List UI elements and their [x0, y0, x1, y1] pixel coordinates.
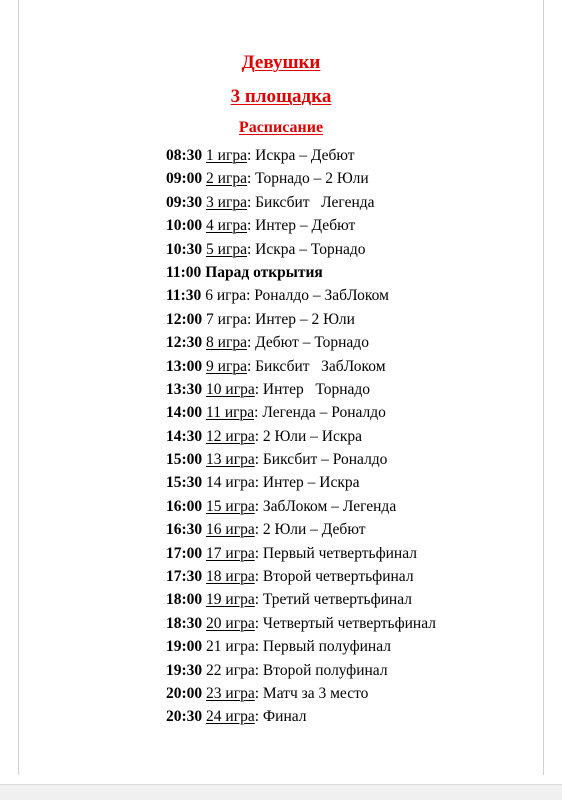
schedule-game-number: 10 игра — [206, 380, 255, 398]
schedule-event: Второй полуфинал — [262, 661, 388, 679]
schedule-separator: : — [254, 380, 263, 398]
schedule-event: Роналдо – ЗабЛоком — [254, 287, 389, 305]
schedule-row — [166, 355, 436, 378]
schedule-time: 18:00 — [166, 591, 203, 609]
schedule-separator: : — [254, 708, 263, 726]
schedule-time: 12:00 — [166, 310, 203, 328]
section-heading: Расписание — [238, 119, 324, 136]
schedule-game-number: 23 игра — [206, 684, 255, 702]
schedule-separator: : — [254, 684, 263, 702]
schedule-separator: : — [246, 217, 256, 235]
schedule-event: Матч за 3 место — [262, 684, 369, 702]
schedule-row — [166, 518, 436, 541]
schedule-game-number: 8 игра — [206, 334, 247, 352]
schedule-event: 2 Юли – Искра — [262, 427, 363, 445]
schedule-game-number: 4 игра — [206, 217, 247, 235]
schedule-separator: : — [254, 474, 263, 492]
schedule-row — [166, 261, 436, 284]
schedule-separator: : — [254, 568, 263, 586]
schedule-separator: : — [254, 451, 263, 469]
schedule-row — [166, 495, 436, 518]
schedule-row — [166, 284, 436, 307]
schedule-separator: : — [254, 638, 263, 656]
schedule-row — [166, 705, 436, 728]
schedule-list — [166, 144, 436, 729]
schedule-event: Парад открытия — [205, 263, 323, 281]
schedule-row — [166, 308, 436, 331]
schedule-time: 13:30 — [166, 380, 203, 398]
schedule-time: 13:00 — [166, 357, 203, 375]
schedule-game-number: 17 игра — [206, 544, 255, 562]
page-edge-left — [18, 0, 19, 775]
schedule-game-number: 11 игра — [206, 404, 255, 422]
schedule-separator: : — [254, 521, 263, 539]
schedule-game-number: 16 игра — [206, 521, 255, 539]
schedule-event: Искра – Торнадо — [255, 240, 366, 258]
schedule-event: Первый полуфинал — [262, 638, 391, 656]
schedule-separator: : — [246, 170, 256, 188]
schedule-time: 14:30 — [166, 427, 203, 445]
schedule-game-number: 24 игра — [206, 708, 255, 726]
schedule-row — [166, 635, 436, 658]
schedule-time: 19:00 — [166, 638, 203, 656]
schedule-game-number: 22 игра — [206, 661, 255, 679]
schedule-row — [166, 214, 436, 237]
schedule-separator: : — [246, 193, 256, 211]
schedule-separator: : — [246, 357, 256, 375]
schedule-separator: : — [254, 661, 263, 679]
schedule-separator: : — [246, 287, 255, 305]
schedule-game-number: 21 игра — [206, 638, 255, 656]
schedule-time: 20:00 — [166, 684, 203, 702]
page-edge-right — [543, 0, 544, 775]
schedule-row — [166, 542, 436, 565]
schedule-event: Финал — [262, 708, 307, 726]
schedule-row — [166, 471, 436, 494]
schedule-event: Интер – 2 Юли — [255, 310, 355, 328]
schedule-event: Биксбит – Роналдо — [262, 451, 388, 469]
page-bottom-edge — [0, 784, 562, 800]
schedule-separator: : — [246, 240, 256, 258]
schedule-game-number: 13 игра — [206, 451, 255, 469]
schedule-time: 17:00 — [166, 544, 203, 562]
schedule-game-number: 12 игра — [206, 427, 255, 445]
schedule-separator: : — [254, 497, 263, 515]
schedule-separator: : — [246, 334, 256, 352]
schedule-time: 11:30 — [166, 287, 202, 305]
schedule-event: ЗабЛоком – Легенда — [262, 497, 397, 515]
schedule-time: 19:30 — [166, 661, 203, 679]
schedule-separator: : — [254, 614, 263, 632]
schedule-row — [166, 565, 436, 588]
schedule-event: Интер – Дебют — [255, 217, 356, 235]
schedule-row — [166, 425, 436, 448]
schedule-time: 14:00 — [166, 404, 203, 422]
schedule-separator: : — [254, 544, 263, 562]
schedule-time: 09:30 — [166, 193, 203, 211]
schedule-time: 17:30 — [166, 568, 203, 586]
schedule-game-number: 20 игра — [206, 614, 255, 632]
document-title: Девушки — [241, 52, 321, 73]
schedule-row — [166, 144, 436, 167]
schedule-time: 11:00 — [166, 263, 202, 281]
schedule-separator: : — [246, 310, 256, 328]
schedule-time: 10:00 — [166, 217, 203, 235]
schedule-event: Торнадо – 2 Юли — [255, 170, 369, 188]
schedule-game-number: 19 игра — [206, 591, 255, 609]
schedule-event: Третий четвертьфинал — [262, 591, 412, 609]
schedule-time: 15:30 — [166, 474, 203, 492]
schedule-event: 2 Юли – Дебют — [262, 521, 366, 539]
schedule-game-number: 6 игра — [205, 287, 247, 305]
schedule-event: Искра – Дебют — [255, 147, 355, 164]
schedule-time: 09:00 — [166, 170, 203, 188]
schedule-event: Первый четвертьфинал — [262, 544, 417, 562]
schedule-row — [166, 659, 436, 682]
schedule-row — [166, 612, 436, 635]
schedule-time: 16:30 — [166, 521, 203, 539]
schedule-separator: : — [254, 427, 263, 445]
schedule-event: Биксбит Легенда — [255, 193, 375, 211]
schedule-separator: : — [254, 404, 263, 422]
schedule-row — [166, 238, 436, 261]
schedule-row — [166, 191, 436, 214]
schedule-row — [166, 588, 436, 611]
schedule-game-number: 18 игра — [206, 568, 255, 586]
schedule-event: Четвертый четвертьфинал — [262, 614, 436, 632]
schedule-time: 18:30 — [166, 614, 203, 632]
schedule-row — [166, 682, 436, 705]
schedule-game-number: 2 игра — [206, 170, 247, 188]
schedule-game-number: 5 игра — [206, 240, 247, 258]
schedule-row — [166, 167, 436, 190]
document-subtitle: 3 площадка — [230, 86, 332, 107]
schedule-game-number: 9 игра — [206, 357, 247, 375]
schedule-separator: : — [246, 147, 256, 164]
schedule-time: 20:30 — [166, 708, 203, 726]
schedule-row — [166, 378, 436, 401]
schedule-event: Дебют – Торнадо — [255, 334, 369, 352]
schedule-game-number: 14 игра — [206, 474, 255, 492]
schedule-game-number: 1 игра — [206, 147, 247, 164]
schedule-time: 16:00 — [166, 497, 203, 515]
schedule-event: Второй четвертьфинал — [262, 568, 414, 586]
schedule-separator: : — [254, 591, 263, 609]
schedule-row — [166, 331, 436, 354]
schedule-event: Биксбит ЗабЛоком — [255, 357, 386, 375]
schedule-time: 12:30 — [166, 334, 203, 352]
schedule-time: 15:00 — [166, 451, 203, 469]
schedule-time: 08:30 — [166, 147, 203, 164]
schedule-time: 10:30 — [166, 240, 203, 258]
schedule-game-number: 3 игра — [206, 193, 247, 211]
schedule-row — [166, 448, 436, 471]
schedule-game-number: 7 игра — [206, 310, 247, 328]
schedule-event: Легенда – Роналдо — [262, 404, 386, 422]
schedule-event: Интер – Искра — [262, 474, 360, 492]
schedule-event: Интер Торнадо — [262, 380, 371, 398]
schedule-game-number: 15 игра — [206, 497, 255, 515]
schedule-row — [166, 401, 436, 424]
